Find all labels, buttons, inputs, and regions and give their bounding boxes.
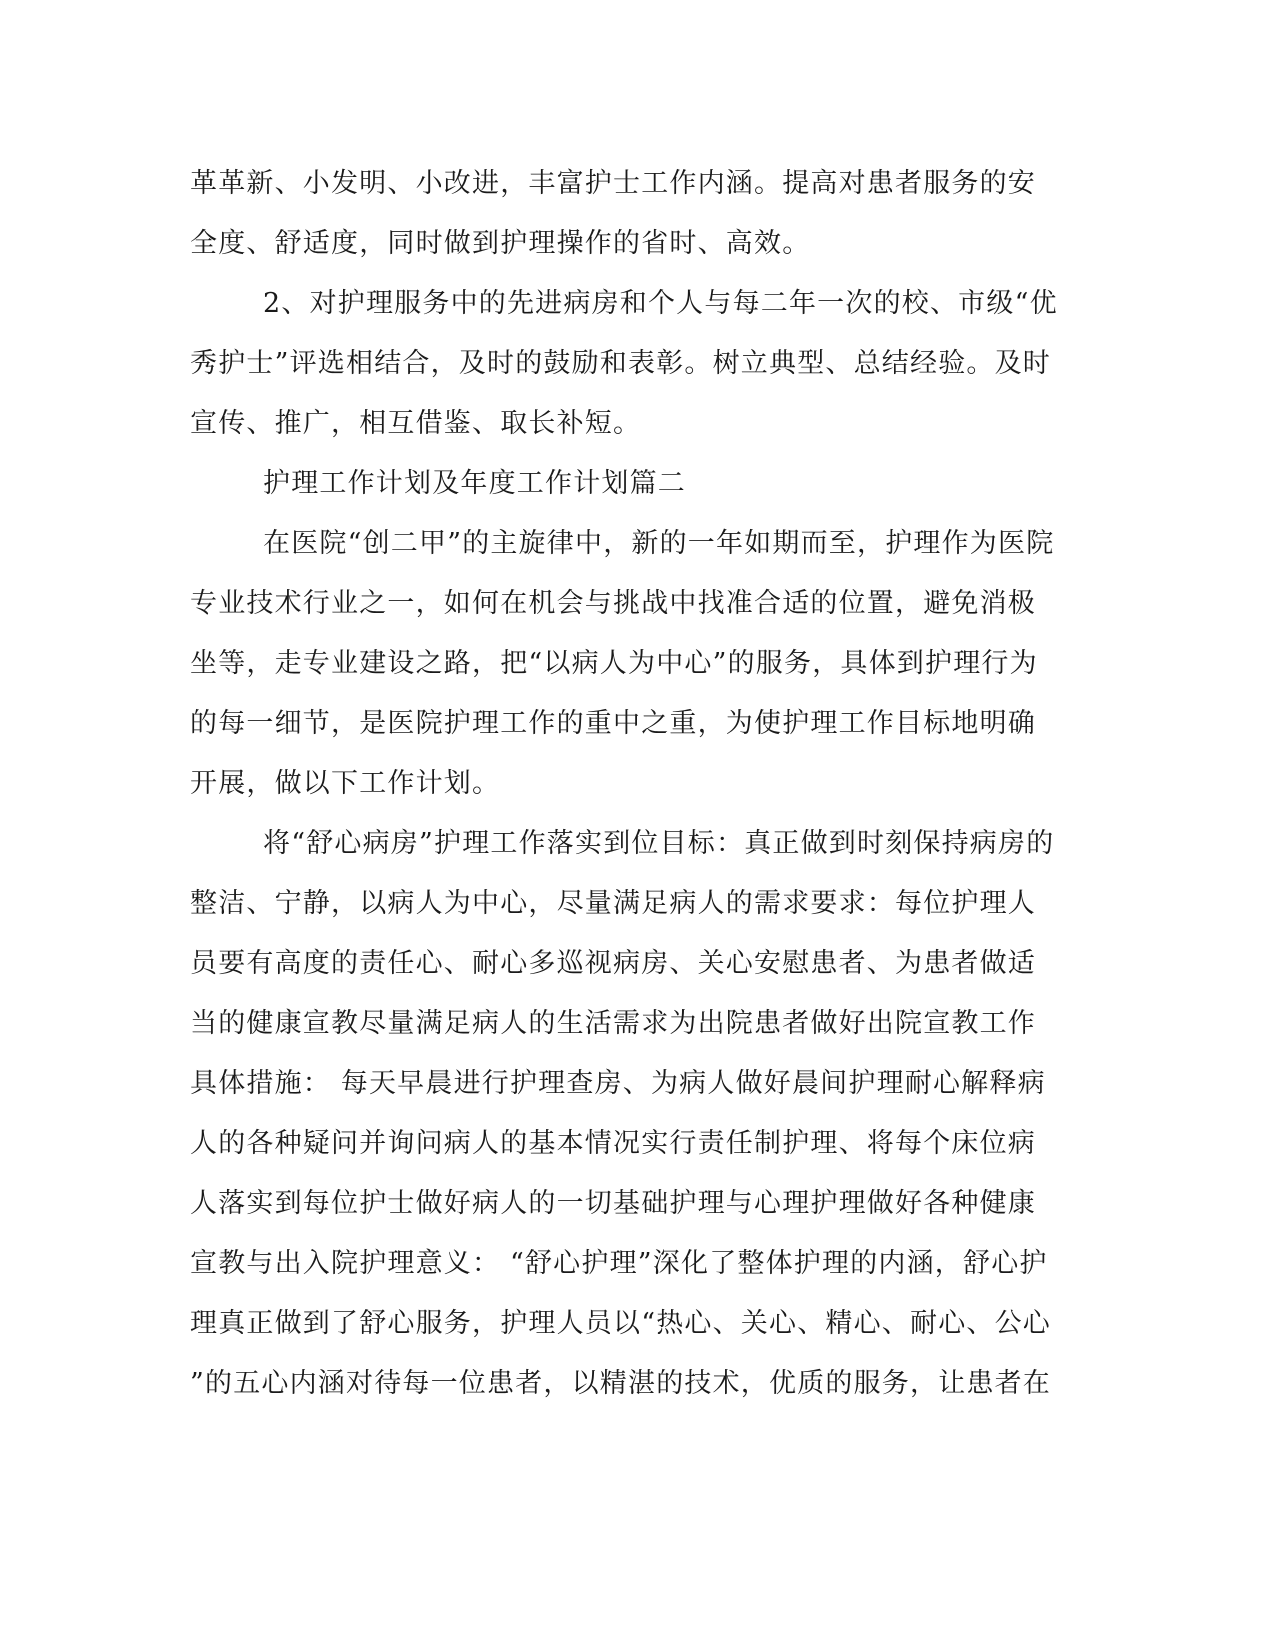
text-line: 全度、舒适度，同时做到护理操作的省时、高效。 [190,228,811,259]
text-line: 当的健康宣教尽量满足病人的生活需求为出院患者做好出院宣教工作 [190,1008,1036,1039]
text-line: 具体措施： 每天早晨进行护理查房、为病人做好晨间护理耐心解释病 [190,1068,1046,1099]
text-line: 将“舒心病房”护理工作落实到位目标：真正做到时刻保持病房的 [263,828,1055,859]
text-line: 革革新、小发明、小改进，丰富护士工作内涵。提高对患者服务的安 [190,168,1036,199]
text-line: 宣传、推广，相互借鉴、取长补短。 [190,408,642,439]
text-line: ”的五心内涵对待每一位患者，以精湛的技术，优质的服务，让患者在 [190,1368,1052,1399]
text-line: 整洁、宁静，以病人为中心，尽量满足病人的需求要求：每位护理人 [190,888,1036,919]
text-line: 开展，做以下工作计划。 [190,768,501,799]
text-line: 坐等，走专业建设之路，把“以病人为中心”的服务，具体到护理行为 [190,648,1038,679]
body-text [190,154,1070,1414]
text-line: 宣教与出入院护理意义： “舒心护理”深化了整体护理的内涵，舒心护 [190,1248,1048,1279]
text-line: 专业技术行业之一，如何在机会与挑战中找准合适的位置，避免消极 [190,588,1036,619]
text-line: 理真正做到了舒心服务，护理人员以“热心、关心、精心、耐心、公心 [190,1308,1052,1339]
text-line: 员要有高度的责任心、耐心多巡视病房、关心安慰患者、为患者做适 [190,948,1036,979]
text-line: 秀护士”评选相结合，及时的鼓励和表彰。树立典型、总结经验。及时 [190,348,1052,379]
text-line: 的每一细节，是医院护理工作的重中之重，为使护理工作目标地明确 [190,708,1036,739]
section-heading: 护理工作计划及年度工作计划篇二 [263,468,686,499]
text-line: 人的各种疑问并询问病人的基本情况实行责任制护理、将每个床位病 [190,1128,1036,1159]
text-line: 2、对护理服务中的先进病房和个人与每二年一次的校、市级“优 [263,288,1058,319]
text-line: 人落实到每位护士做好病人的一切基础护理与心理护理做好各种健康 [190,1188,1036,1219]
text-line: 在医院“创二甲”的主旋律中，新的一年如期而至，护理作为医院 [263,528,1055,559]
